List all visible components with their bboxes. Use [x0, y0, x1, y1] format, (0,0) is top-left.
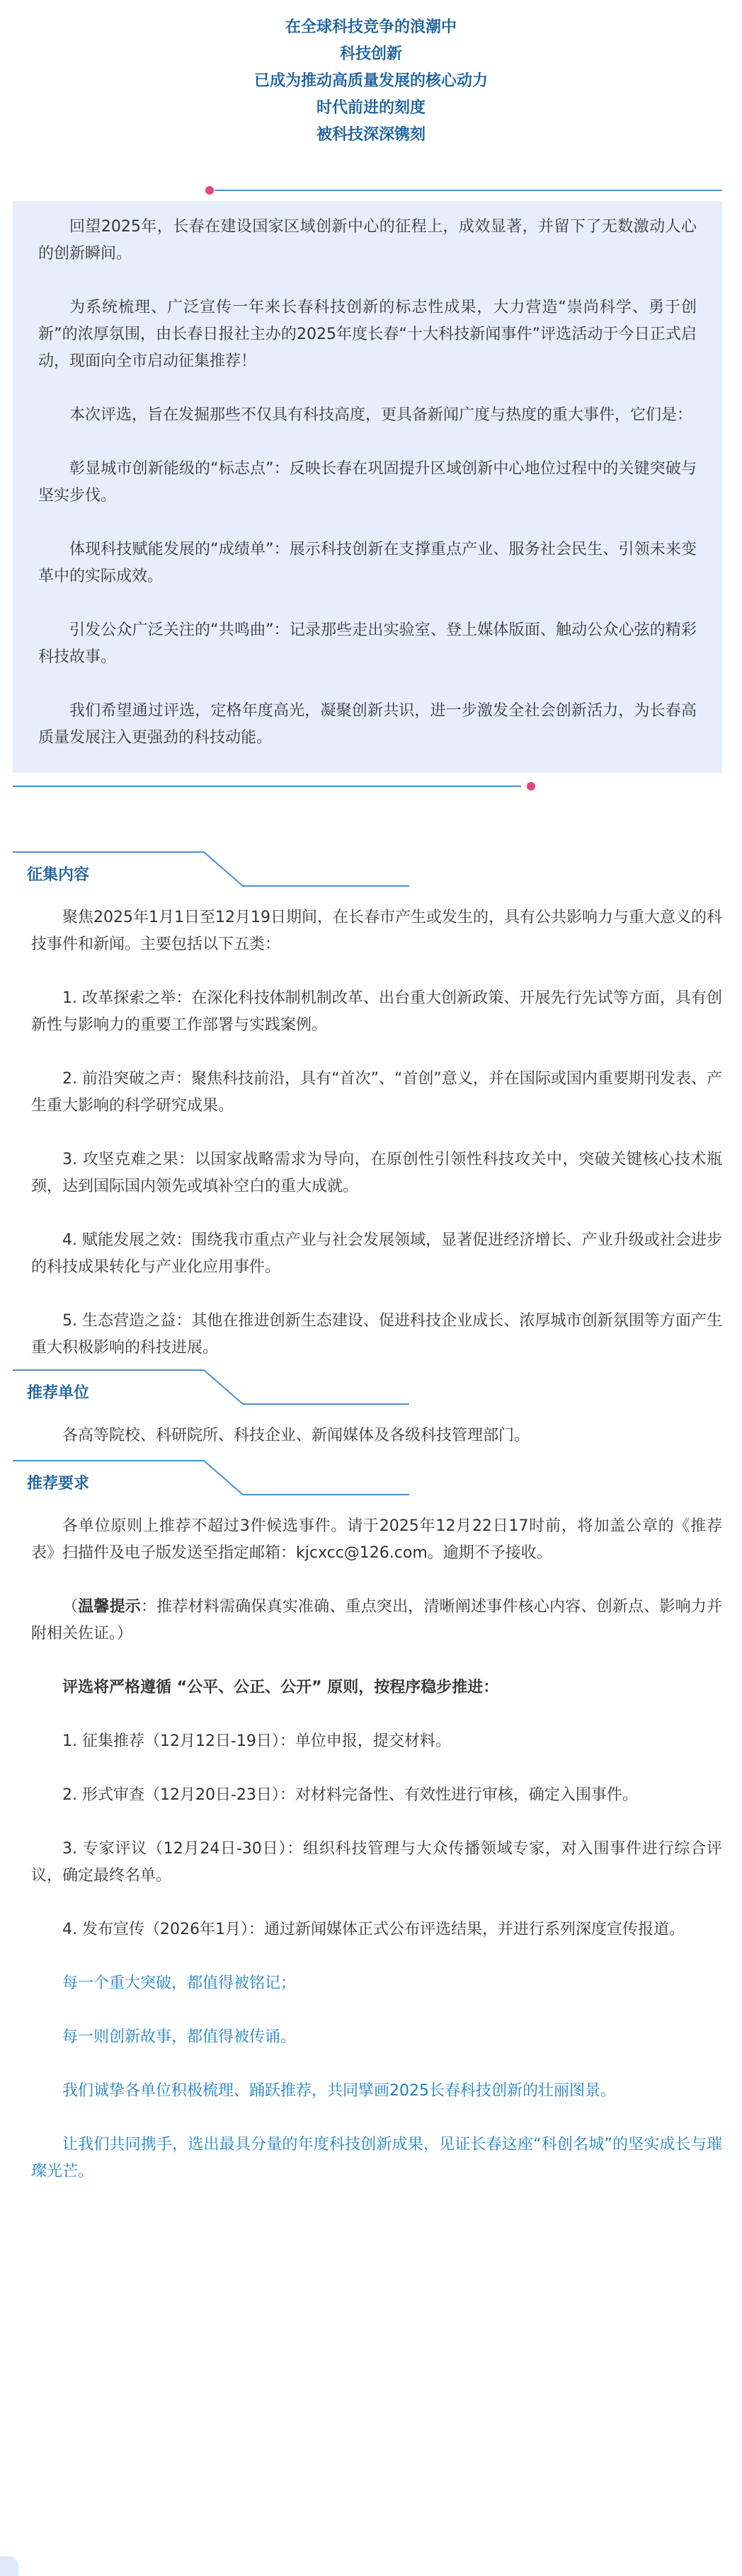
intro-paragraph: 体现科技赋能发展的“成绩单”：展示科技创新在支撑重点产业、服务社会民生、引领未来变革中的实际成效。: [38, 541, 697, 585]
step-item: 1. 征集推荐（12月12日-19日）：单位申报，提交材料。: [62, 1732, 451, 1750]
divider-dot: [527, 782, 535, 790]
intro-paragraph: 我们希望通过评选，定格年度高光，凝聚创新共识，进一步激发全社会创新活力，为长春高质量发展注入更强劲的科技动能。: [38, 702, 697, 747]
list-item: 1. 改革探索之举：在深化科技体制机制改革、出台重大创新政策、开展先行先试等方面，具有创新性与影响力的重要工作部署与实践案例。: [31, 989, 722, 1034]
tip-text: ：推荐材料需确保真实准确、重点突出，清晰阐述事件核心内容、创新点、影响力并附相关佐证。）: [31, 1598, 722, 1643]
list-item: 3. 攻坚克难之果：以国家战略需求为导向，在原创性引领性科技攻关中，突破关键核心技术瓶颈，达到国际国内领先或填补空白的重大成就。: [31, 1151, 722, 1195]
section-title: 推荐要求: [27, 1475, 90, 1493]
section-paragraph: 聚焦2025年1月1日至12月19日期间，在长春市产生或发生的，具有公共影响力与重大意义的科技事件和新闻。主要包括以下五类：: [31, 909, 722, 953]
intro-paragraph: 引发公众广泛关注的“共鸣曲”：记录那些走出实验室、登上媒体版面、触动公众心弦的精彩科技故事。: [38, 621, 697, 666]
principle-paragraph: 评选将严格遵循 “公平、公正、公开” 原则，按程序稳步推进：: [62, 1679, 499, 1696]
section-header-units: [13, 1369, 409, 1408]
section-collection-content: [31, 904, 722, 1362]
hero-line: 被科技深深镌刻: [316, 126, 426, 144]
divider-line: [215, 190, 722, 191]
section-requirements-content: [31, 1513, 722, 2185]
step-item: 4. 发布宣传（2026年1月）：通过新闻媒体正式公布评选结果，并进行系列深度宣传报道。: [62, 1921, 685, 1938]
intro-paragraph: 彰显城市创新能级的“标志点”：反映长春在巩固提升区域创新中心地位过程中的关键突破与坚实步伐。: [38, 460, 697, 505]
hero-heading: [0, 0, 742, 149]
list-item: 5. 生态营造之益：其他在推进创新生态建设、促进科技企业成长、浓厚城市创新氛围等方面产生重大积极影响的科技进展。: [31, 1312, 722, 1357]
section-title: 推荐单位: [27, 1384, 90, 1402]
list-item: 4. 赋能发展之效：围绕我市重点产业与社会发展领域，显著促进经济增长、产业升级或社会进步的科技成果转化与产业化应用事件。: [31, 1231, 722, 1276]
bottom-divider: [13, 778, 742, 794]
hero-line: 科技创新: [339, 45, 402, 63]
tip-open: （: [62, 1598, 79, 1616]
closing-line: 每一个重大突破，都值得被铭记；: [62, 1974, 297, 1992]
tip-paragraph: [31, 1594, 722, 1648]
requirement-paragraph: 各单位原则上推荐不超过3件候选事件。请于2025年12月22日17时前，将加盖公章的《推荐表》扫描件及电子版发送至指定邮箱：kjcxcc@126.com。逾期不予接收。: [31, 1517, 722, 1562]
hero-line: 时代前进的刻度: [316, 99, 426, 117]
closing-line: 每一则创新故事，都值得被传诵。: [62, 2028, 297, 2046]
hero-line: 已成为推动高质量发展的核心动力: [253, 72, 488, 90]
section-paragraph: 各高等院校、科研院所、科技企业、新闻媒体及各级科技管理部门。: [62, 1427, 530, 1444]
tip-label: 温馨提示: [78, 1598, 141, 1616]
divider-dot: [205, 186, 214, 195]
closing-line: 我们诚挚各单位积极梳理、踊跃推荐，共同擘画2025长春科技创新的壮丽图景。: [62, 2082, 616, 2100]
section-header-collection: [13, 851, 409, 890]
section-title: 征集内容: [27, 866, 90, 884]
corner-tab: [0, 2556, 18, 2576]
intro-box: [13, 201, 722, 773]
hero-line: 在全球科技竞争的浪潮中: [285, 18, 457, 36]
list-item: 2. 前沿突破之声：聚焦科技前沿，具有“首次”、“首创”意义，并在国际或国内重要期刊发表、产生重大影响的科学研究成果。: [31, 1070, 722, 1115]
intro-paragraph: 回望2025年，长春在建设国家区域创新中心的征程上，成效显著，并留下了无数激动人心的创新瞬间。: [38, 218, 697, 263]
top-divider: [20, 183, 722, 198]
section-header-requirements: [13, 1459, 409, 1499]
divider-line: [13, 786, 521, 787]
step-item: 3. 专家评议（12月24日-30日）：组织科技管理与大众传播领域专家，对入围事件进行综合评议，确定最终名单。: [31, 1840, 722, 1885]
section-units-content: [31, 1422, 722, 1449]
intro-paragraph: 本次评选，旨在发掘那些不仅具有科技高度，更具备新闻广度与热度的重大事件，它们是：: [69, 406, 693, 424]
closing-line: 让我们共同携手，选出最具分量的年度科技创新成果，见证长春这座“科创名城”的坚实成长与璀璨光芒。: [31, 2136, 722, 2180]
intro-paragraph: 为系统梳理、广泛宣传一年来长春科技创新的标志性成果，大力营造“崇尚科学、勇于创新”的浓厚氛围，由长春日报社主办的2025年度长春“十大科技新闻事件”评选活动于今日正式启动，现面向全市启动征集推荐！: [38, 299, 697, 370]
step-item: 2. 形式审查（12月20日-23日）：对材料完备性、有效性进行审核，确定入围事件。: [62, 1786, 638, 1804]
